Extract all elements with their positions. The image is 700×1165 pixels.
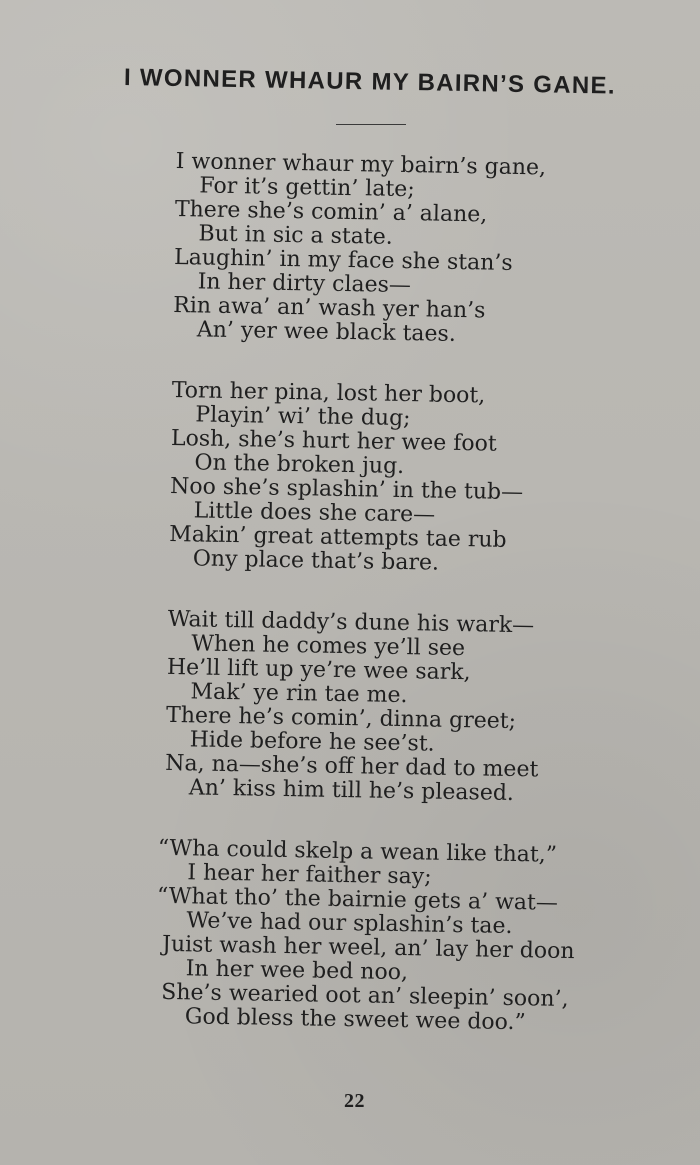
poem-line: When he comes ye’ll see bbox=[191, 631, 466, 662]
page-number: 22 bbox=[344, 1090, 365, 1112]
poem-line: Laughin’ in my face she stan’s bbox=[173, 244, 513, 276]
poem-line: An’ yer wee black taes. bbox=[196, 317, 457, 347]
poem-line: She’s wearied oot an’ sleepin’ soon’, bbox=[161, 979, 569, 1012]
poem-line: For it’s gettin’ late; bbox=[199, 173, 415, 203]
poem-line: Wait till daddy’s dune his wark— bbox=[167, 606, 535, 639]
poem-line: There he’s comin’, dinna greet; bbox=[165, 702, 517, 735]
poem-line: Na, na—she’s off her dad to meet bbox=[165, 750, 539, 783]
poem-line: God bless the sweet wee doo.” bbox=[184, 1004, 526, 1036]
title-rule bbox=[336, 124, 406, 125]
stanza-3 bbox=[165, 608, 598, 807]
poem-line: There she’s comin’ a’ alane, bbox=[174, 196, 488, 228]
poem-line: Mak’ ye rin tae me. bbox=[190, 679, 408, 709]
poem-line: In her wee bed noo, bbox=[185, 956, 409, 986]
poem-line: Rin awa’ an’ wash yer han’s bbox=[173, 292, 486, 324]
poem-title: I WONNER WHAUR MY BAIRN’S GANE. bbox=[123, 64, 617, 100]
poem-line: I hear her faither say; bbox=[187, 860, 432, 890]
poem-line: Juist wash her weel, an’ lay her doon bbox=[161, 931, 575, 965]
stanza-1 bbox=[173, 150, 606, 349]
poem-body bbox=[156, 149, 606, 1073]
stanza-4 bbox=[156, 835, 594, 1036]
stanza-2 bbox=[169, 379, 602, 578]
poem-line: Hide before he see’st. bbox=[189, 727, 435, 757]
poem-line: Torn her pina, lost her boot, bbox=[171, 377, 486, 409]
poem-line: “What tho’ the bairnie gets a’ wat— bbox=[156, 883, 559, 916]
poem-line: He’ll lift up ye’re wee sark, bbox=[166, 654, 471, 686]
poem-line: An’ kiss him till he’s pleased. bbox=[188, 775, 515, 806]
poem-line: Little does she care— bbox=[193, 498, 436, 528]
poem-line: Playin’ wi’ the dug; bbox=[195, 402, 411, 432]
poem-line: I wonner whaur my bairn’s gane, bbox=[175, 149, 547, 181]
poem-line: We’ve had our splashin’s tae. bbox=[186, 908, 513, 939]
poem-line: Ony place that’s bare. bbox=[192, 546, 440, 576]
poem-line: Makin’ great attempts tae rub bbox=[169, 521, 507, 553]
poem-line: “Wha could skelp a wean like that,” bbox=[157, 835, 558, 868]
poem-line: On the broken jug. bbox=[194, 450, 405, 480]
poem-line: Noo she’s splashin’ in the tub— bbox=[169, 473, 524, 506]
poem-line: Losh, she’s hurt her wee foot bbox=[170, 425, 497, 457]
poem-line: In her dirty claes— bbox=[197, 269, 412, 299]
poem-line: But in sic a state. bbox=[198, 221, 393, 250]
